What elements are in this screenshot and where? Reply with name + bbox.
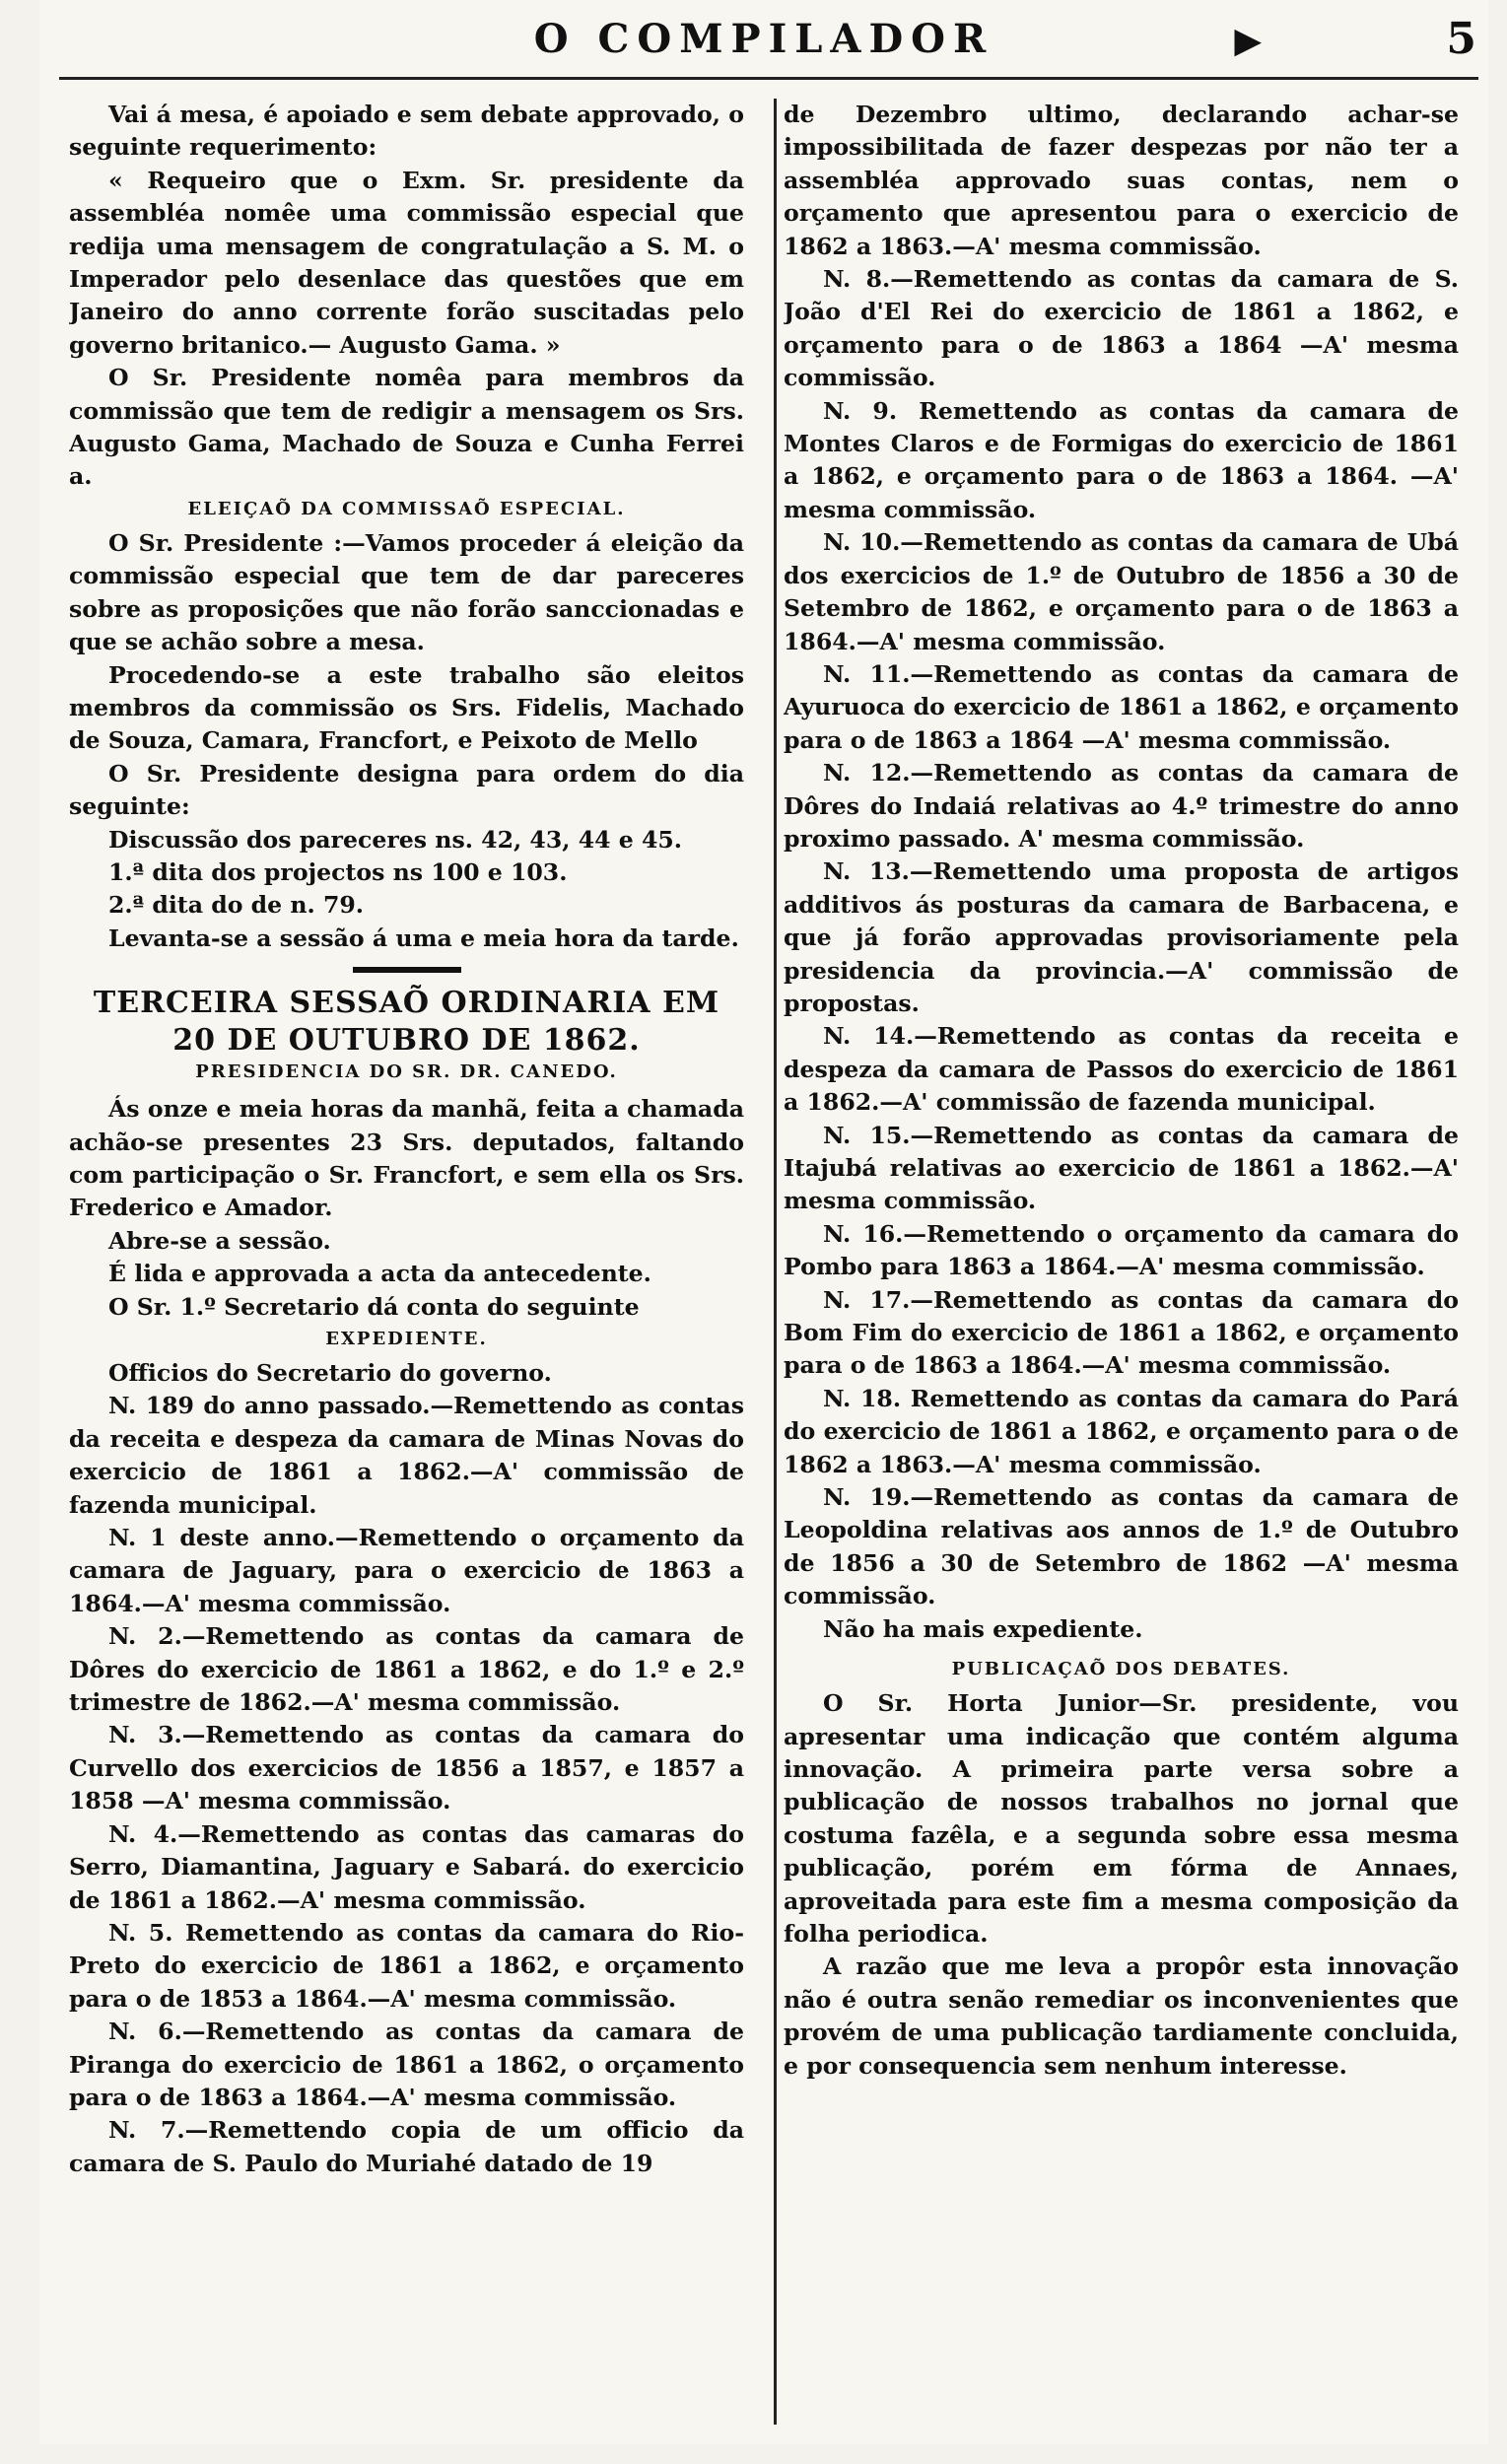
page-number: 5 [1446,14,1476,64]
paragraph: N. 5. Remettendo as contas da camara do Rio-Preto do exercicio de 1861 a 1862, e orçamento para o de 1853 a 1864.—A' mesma commissão. [69,1918,744,2013]
paragraph: N. 16.—Remettendo o orçamento da camara do Pombo para 1863 a 1864.—A' mesma commissão. [784,1219,1459,1281]
paragraph: N. 7.—Remettendo copia de um officio da camara de S. Paulo do Muriahé datado de 19 [69,2116,744,2177]
paragraph: O Sr. Horta Junior—Sr. presidente, vou apresentar uma indicação que contém alguma innovação. A primeira parte versa sobre a publicação de nossos trabalhos no jornal que costuma fazêla, e a segunda sobre essa mesma publicação, porém em fórma de Annaes, aproveitada para este fim a mesma composição da folha periodica. [784,1689,1459,1948]
ornament-mark: ▶ [1234,20,1262,61]
paragraph: N. 14.—Remettendo as contas da receita e despeza da camara de Passos do exercicio de 1861 a 1862.—A' commissão de fazenda municipal. [784,1022,1459,1117]
paragraph: O Sr. Presidente :—Vamos proceder á eleição da commissão especial que tem de dar pareceres sobre as proposições que não forão sanccionadas e que se achão sobre a mesa. [69,528,744,656]
section-rule [353,967,461,973]
column-divider [774,99,777,2425]
paragraph: N. 19.—Remettendo as contas da camara de Leopoldina relativas aos annos de 1.º de Outubro de 1856 a 30 de Setembro de 1862 —A' mesma commissão. [784,1483,1459,1610]
paragraph: N. 17.—Remettendo as contas da camara do Bom Fim do exercicio de 1861 a 1862, e orçamento para o de 1863 a 1864.—A' mesma commissão. [784,1285,1459,1380]
paragraph: N. 6.—Remettendo as contas da camara de Piranga do exercicio de 1861 a 1862, o orçamento para o de 1863 a 1864.—A' mesma commissão. [69,2018,744,2111]
paragraph: É lida e approvada a acta da antecedente. [108,1260,651,1288]
header-rule [59,77,1478,80]
session-heading: TERCEIRA SESSAÕ ORDINARIA EM [93,986,720,1021]
paragraph: de Dezembro ultimo, declarando achar-se impossibilitada de fazer despezas por não ter a assembléa approvado suas contas, nem o orçamento que apresentou para o exercicio de 1862 a 1863.—A' mesma commissão. [784,101,1459,260]
paragraph: N. 9. Remettendo as contas da camara de Montes Claros e de Formigas do exercicio de 1861 a 1862, e orçamento para o de 1863 a 1864. —A' mesma commissão. [784,396,1459,523]
paragraph: N. 2.—Remettendo as contas da camara de Dôres do exercicio de 1861 a 1862, e do 1.º e 2.º trimestre de 1862.—A' mesma commissão. [69,1622,744,1717]
paragraph: O Sr. Presidente designa para ordem do dia seguinte: [69,759,744,821]
paragraph: N. 10.—Remettendo as contas da camara de Ubá dos exercicios de 1.º de Outubro de 1856 a 30 de Setembro de 1862, e orçamento para o de 1863 a 1864.—A' mesma commissão. [784,528,1459,655]
paragraph: Procedendo-se a este trabalho são eleitos membros da commissão os Srs. Fidelis, Machado de Souza, Camara, Francfort, e Peixoto de Mello [69,660,744,755]
paragraph: N. 18. Remettendo as contas da camara do Pará do exercicio de 1861 a 1862, e orçamento para o de 1862 a 1863.—A' mesma commissão. [784,1384,1459,1478]
session-date: 20 DE OUTUBRO DE 1862. [172,1023,641,1059]
section-label-expediente: EXPEDIENTE. [325,1329,488,1349]
newspaper-page [39,0,1488,2444]
spacer [784,1646,1459,1654]
paragraph: Não ha mais expediente. [823,1614,1143,1643]
paragraph: N. 8.—Remettendo as contas da camara de S. João d'El Rei do exercicio de 1861 a 1862, e orçamento para o de 1863 a 1864 —A' mesma commissão. [784,265,1459,392]
paragraph: N. 4.—Remettendo as contas das camaras do Serro, Diamantina, Jaguary e Sabará. do exercicio de 1861 a 1862.—A' mesma commissão. [69,1819,744,1914]
paragraph: Levanta-se a sessão á uma e meia hora da tarde. [108,924,739,952]
paragraph: N. 189 do anno passado.—Remettendo as contas da receita e despeza da camara de Minas Novas do exercicio de 1861 a 1862.—A' commissão de fazenda municipal. [69,1392,744,1519]
paragraph: 2.ª dita do de n. 79. [108,891,364,920]
presidencia-label: PRESIDENCIA DO SR. DR. CANEDO. [195,1061,618,1083]
paragraph: N. 1 deste anno.—Remettendo o orçamento da camara de Jaguary, para o exercicio de 1863 a 1864.—A' mesma commissão. [69,1524,744,1617]
paragraph: 1.ª dita dos projectos ns 100 e 103. [108,857,568,886]
paragraph: Vai á mesa, é apoiado e sem debate approvado, o seguinte requerimento: [69,101,744,162]
paragraph: N. 13.—Remettendo uma proposta de artigos additivos ás posturas da camara de Barbacena, e que já forão approvadas provisoriamente pela presidencia da provincia.—A' commissão de propostas. [784,857,1459,1017]
paragraph: A razão que me leva a propôr esta innovação não é outra senão remediar os inconvenientes que provém de uma publicação tardiamente concluida, e por consequencia sem nenhum interesse. [784,1952,1459,2080]
newspaper-title: O COMPILADOR [533,16,994,62]
paragraph: O Sr. 1.º Secretario dá conta do seguinte [108,1292,640,1321]
masthead [39,8,1488,67]
paragraph: O Sr. Presidente nomêa para membros da commissão que tem de redigir a mensagem os Srs. Augusto Gama, Machado de Souza e Cunha Ferrei a. [69,364,744,491]
paragraph: Abre-se a sessão. [108,1226,331,1255]
paragraph: N. 3.—Remettendo as contas da camara do Curvello dos exercicios de 1856 a 1857, e 1857 a 1858 —A' mesma commissão. [69,1721,744,1815]
paragraph: « Requeiro que o Exm. Sr. presidente da assembléa nomêe uma commissão especial que redija uma mensagem de congratulação a S. M. o Imperador pelo desenlace das questões que em Janeiro do anno corrente forão suscitadas pelo governo britanico.— Augusto Gama. » [69,166,744,359]
paragraph: N. 11.—Remettendo as contas da camara de Ayuruoca do exercicio de 1861 a 1862, e orçamento para o de 1863 a 1864 —A' mesma commissão. [784,659,1459,754]
section-label-eleicao: ELEIÇAÕ DA COMMISSAÕ ESPECIAL. [187,498,626,519]
paragraph: Ás onze e meia horas da manhã, feita a chamada achão-se presentes 23 Srs. deputados, faltando com participação o Sr. Francfort, e sem ella os Srs. Frederico e Amador. [69,1095,744,1222]
right-column [784,99,1459,2410]
paragraph: N. 15.—Remettendo as contas da camara de Itajubá relativas ao exercicio de 1861 a 1862.—A' mesma commissão. [784,1121,1459,1215]
left-column [69,99,744,2410]
section-label-publicacao: PUBLICAÇAÕ DOS DEBATES. [951,1659,1291,1680]
paragraph: N. 12.—Remettendo as contas da camara de Dôres do Indaiá relativas ao 4.º trimestre do anno proximo passado. A' mesma commissão. [784,759,1459,853]
paragraph: Discussão dos pareceres ns. 42, 43, 44 e 45. [108,825,683,854]
paragraph: Officios do Secretario do governo. [108,1359,552,1387]
